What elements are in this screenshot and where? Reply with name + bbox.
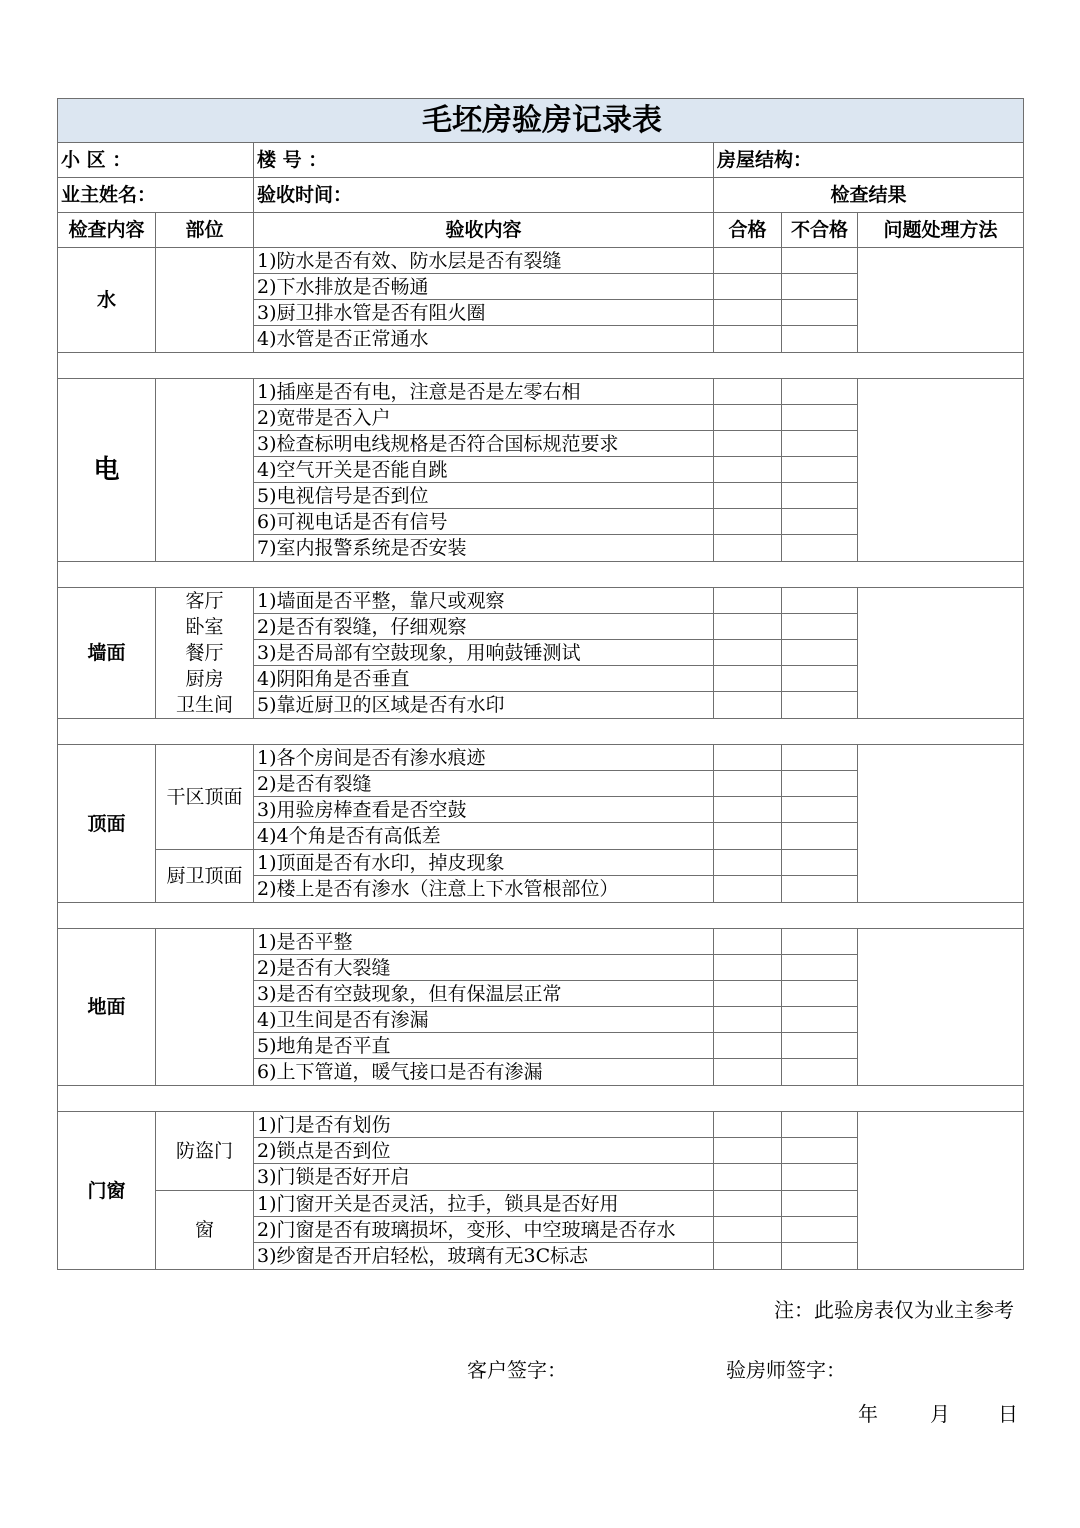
pass-cell[interactable] [714,300,782,326]
col-part: 部位 [156,213,254,248]
pass-cell[interactable] [714,1007,782,1033]
pass-cell[interactable] [714,955,782,981]
part-room: 餐厅 [185,642,224,664]
check-item: 5)电视信号是否到位 [254,483,714,509]
result-header: 检查结果 [714,178,1024,213]
part-wet-ceiling: 厨卫顶面 [156,850,254,903]
fail-cell[interactable] [782,588,858,614]
check-item: 3)检查标明电线规格是否符合国标规范要求 [254,431,714,457]
check-item: 7)室内报警系统是否安装 [254,535,714,562]
fail-cell[interactable] [782,1164,858,1191]
pass-cell[interactable] [714,248,782,274]
fail-cell[interactable] [782,300,858,326]
check-item: 3)厨卫排水管是否有阻火圈 [254,300,714,326]
pass-cell[interactable] [714,745,782,771]
pass-cell[interactable] [714,457,782,483]
method-cell-wall[interactable] [858,588,1024,719]
check-item: 1)门窗开关是否灵活，拉手，锁具是否好用 [254,1191,714,1217]
part-security-door: 防盗门 [156,1112,254,1191]
pass-cell[interactable] [714,274,782,300]
fail-cell[interactable] [782,379,858,405]
method-cell-ceiling[interactable] [858,745,1024,903]
fail-cell[interactable] [782,535,858,562]
check-item: 4)卫生间是否有渗漏 [254,1007,714,1033]
fail-cell[interactable] [782,1059,858,1086]
form-title: 毛坯房验房记录表 [58,99,1024,143]
part-water [156,248,254,353]
check-item: 2)是否有裂缝 [254,771,714,797]
category-door-window: 门窗 [58,1112,156,1270]
category-electric: 电 [58,379,156,562]
structure-field[interactable]: 房屋结构： [714,143,1024,178]
check-item: 1)是否平整 [254,929,714,955]
inspection-table [57,98,1024,1270]
pass-cell[interactable] [714,1112,782,1138]
fail-cell[interactable] [782,1191,858,1217]
pass-cell[interactable] [714,379,782,405]
check-item: 2)宽带是否入户 [254,405,714,431]
pass-cell[interactable] [714,405,782,431]
check-item: 4)水管是否正常通水 [254,326,714,353]
section-spacer [58,903,1024,929]
fail-cell[interactable] [782,1217,858,1243]
part-room: 客厅 [185,590,224,612]
pass-cell[interactable] [714,771,782,797]
fail-cell[interactable] [782,431,858,457]
check-item: 2)楼上是否有渗水（注意上下水管根部位） [254,876,714,903]
fail-cell[interactable] [782,797,858,823]
check-item: 1)顶面是否有水印，掉皮现象 [254,850,714,876]
fail-cell[interactable] [782,1112,858,1138]
pass-cell[interactable] [714,431,782,457]
date-year-label: 年 [858,1402,878,1426]
fail-cell[interactable] [782,405,858,431]
fail-cell[interactable] [782,509,858,535]
check-item: 2)是否有大裂缝 [254,955,714,981]
pass-cell[interactable] [714,1243,782,1270]
fail-cell[interactable] [782,1007,858,1033]
fail-cell[interactable] [782,457,858,483]
check-item: 3)是否局部有空鼓现象，用响鼓锤测试 [254,640,714,666]
section-spacer [58,719,1024,745]
pass-cell[interactable] [714,666,782,692]
col-content: 验收内容 [254,213,714,248]
fail-cell[interactable] [782,483,858,509]
disclaimer-note: 注：此验房表仅为业主参考 [774,1298,1014,1322]
part-room: 厨房 [185,668,224,690]
category-wall: 墙面 [58,588,156,719]
section-spacer [58,1086,1024,1112]
pass-cell[interactable] [714,326,782,353]
fail-cell[interactable] [782,771,858,797]
pass-cell[interactable] [714,692,782,719]
inspector-signature-label: 验房师签字： [726,1358,846,1382]
part-dry-ceiling: 干区顶面 [156,745,254,850]
customer-signature-label: 客户签字： [467,1358,567,1382]
col-category: 检查内容 [58,213,156,248]
method-cell-water[interactable] [858,248,1024,353]
check-item: 1)防水是否有效、防水层是否有裂缝 [254,248,714,274]
method-cell-door-window[interactable] [858,1112,1024,1270]
check-item: 3)用验房棒查看是否空鼓 [254,797,714,823]
pass-cell[interactable] [714,509,782,535]
pass-cell[interactable] [714,588,782,614]
check-item: 1)门是否有划伤 [254,1112,714,1138]
section-spacer [58,353,1024,379]
check-item: 2)锁点是否到位 [254,1138,714,1164]
section-spacer [58,562,1024,588]
pass-cell[interactable] [714,1191,782,1217]
fail-cell[interactable] [782,850,858,876]
part-room: 卫生间 [175,694,233,716]
date-month-label: 月 [930,1402,950,1426]
check-item: 5)靠近厨卫的区域是否有水印 [254,692,714,719]
check-item: 3)纱窗是否开启轻松，玻璃有无3C标志 [254,1243,714,1270]
fail-cell[interactable] [782,1243,858,1270]
pass-cell[interactable] [714,1059,782,1086]
building-field[interactable]: 楼 号 ： [254,143,714,178]
fail-cell[interactable] [782,1138,858,1164]
check-item: 6)可视电话是否有信号 [254,509,714,535]
pass-cell[interactable] [714,1033,782,1059]
method-cell-electric[interactable] [858,379,1024,562]
check-item: 2)下水排放是否畅通 [254,274,714,300]
part-window: 窗 [156,1191,254,1270]
fail-cell[interactable] [782,692,858,719]
pass-cell[interactable] [714,981,782,1007]
fail-cell[interactable] [782,955,858,981]
check-item: 4)空气开关是否能自跳 [254,457,714,483]
fail-cell[interactable] [782,274,858,300]
check-item: 3)门锁是否好开启 [254,1164,714,1191]
method-cell-floor[interactable] [858,929,1024,1086]
pass-cell[interactable] [714,1138,782,1164]
fail-cell[interactable] [782,981,858,1007]
col-pass: 合格 [714,213,782,248]
check-item: 2)是否有裂缝，仔细观察 [254,614,714,640]
fail-cell[interactable] [782,823,858,850]
col-fail: 不合格 [782,213,858,248]
accept-time-field[interactable]: 验收时间： [254,178,714,213]
fail-cell[interactable] [782,640,858,666]
check-item: 5)地角是否平直 [254,1033,714,1059]
pass-cell[interactable] [714,535,782,562]
fail-cell[interactable] [782,666,858,692]
pass-cell[interactable] [714,797,782,823]
pass-cell[interactable] [714,483,782,509]
check-item: 1)插座是否有电，注意是否是左零右相 [254,379,714,405]
fail-cell[interactable] [782,1033,858,1059]
part-floor [156,929,254,1086]
pass-cell[interactable] [714,1164,782,1191]
check-item: 4)4个角是否有高低差 [254,823,714,850]
pass-cell[interactable] [714,929,782,955]
pass-cell[interactable] [714,1217,782,1243]
part-electric [156,379,254,562]
community-field[interactable]: 小 区 ： [58,143,254,178]
pass-cell[interactable] [714,823,782,850]
part-room: 卧室 [185,616,224,638]
check-item: 2)门窗是否有玻璃损坏，变形、中空玻璃是否存水 [254,1217,714,1243]
check-item: 4)阴阳角是否垂直 [254,666,714,692]
pass-cell[interactable] [714,850,782,876]
part-wall-rooms [156,588,254,719]
fail-cell[interactable] [782,614,858,640]
category-floor: 地面 [58,929,156,1086]
col-method: 问题处理方法 [858,213,1024,248]
fail-cell[interactable] [782,745,858,771]
owner-name-field[interactable]: 业主姓名： [58,178,254,213]
fail-cell[interactable] [782,929,858,955]
category-ceiling: 顶面 [58,745,156,903]
pass-cell[interactable] [714,640,782,666]
check-item: 1)各个房间是否有渗水痕迹 [254,745,714,771]
fail-cell[interactable] [782,248,858,274]
date-day-label: 日 [998,1402,1018,1426]
category-water: 水 [58,248,156,353]
pass-cell[interactable] [714,614,782,640]
fail-cell[interactable] [782,326,858,353]
pass-cell[interactable] [714,876,782,903]
check-item: 6)上下管道，暖气接口是否有渗漏 [254,1059,714,1086]
check-item: 1)墙面是否平整，靠尺或观察 [254,588,714,614]
fail-cell[interactable] [782,876,858,903]
check-item: 3)是否有空鼓现象，但有保温层正常 [254,981,714,1007]
